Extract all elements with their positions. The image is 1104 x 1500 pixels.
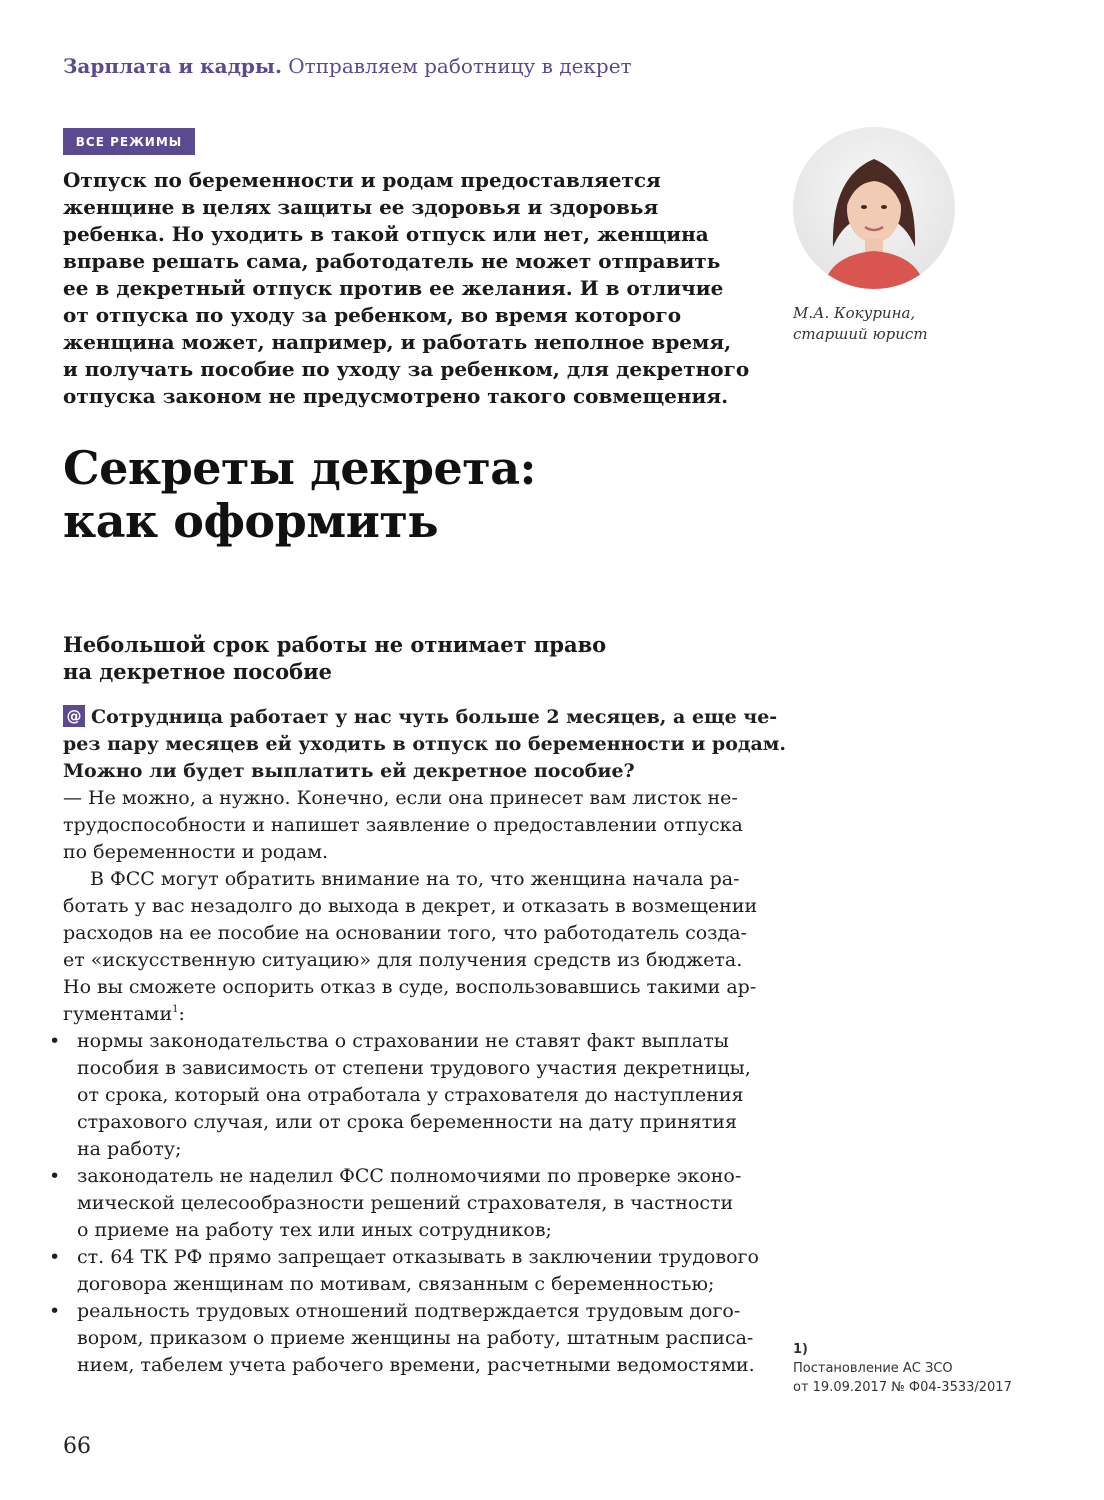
heading-line: на декретное пособие xyxy=(63,659,333,684)
footnote-number: 1) xyxy=(793,1342,808,1357)
lead-line: отпуска законом не предусмотрено такого совмещения. xyxy=(63,384,729,408)
lead-line: женщина может, например, и работать неполное время, xyxy=(63,330,732,354)
footnote-ref: 1 xyxy=(172,1004,179,1015)
lead-line: ребенка. Но уходить в такой отпуск или нет, женщина xyxy=(63,222,709,246)
bullet-icon: • xyxy=(49,1300,61,1322)
bullet-text: реальность трудовых отношений подтверждается трудовым дого- xyxy=(77,1300,741,1322)
question-line: Можно ли будет выплатить ей декретное пособие? xyxy=(63,760,635,782)
footnote-line xyxy=(793,1340,1012,1378)
regime-badge: ВСЕ РЕЖИМЫ xyxy=(63,128,195,155)
question-text: Сотрудница работает у нас чуть больше 2 месяцев, а еще че- xyxy=(91,706,778,728)
answer-line: — Не можно, а нужно. Конечно, если она принесет вам листок не- xyxy=(63,787,738,809)
section-heading xyxy=(63,631,606,685)
answer-line: по беременности и родам. xyxy=(63,841,329,863)
bullet-line: нием, табелем учета рабочего времени, расчетными ведомостями. xyxy=(77,1354,755,1376)
bullet-icon: • xyxy=(49,1165,61,1187)
question-line xyxy=(63,704,778,731)
paragraph-line: Но вы сможете оспорить отказ в суде, воспользовавшись такими ар- xyxy=(63,976,757,998)
footnote-line: от 19.09.2017 № Ф04-3533/2017 xyxy=(793,1380,1012,1395)
topic-name: Отправляем работницу в декрет xyxy=(288,54,632,78)
question-line: рез пару месяцев ей уходить в отпуск по беременности и родам. xyxy=(63,733,786,755)
lead-line: от отпуска по уходу за ребенком, во время которого xyxy=(63,303,682,327)
paragraph-line: ет «искусственную ситуацию» для получения средств из бюджета. xyxy=(63,949,743,971)
running-header xyxy=(63,54,632,78)
author-name: М.А. Кокурина, xyxy=(793,304,916,322)
lead-line: и получать пособие по уходу за ребенком, для декретного xyxy=(63,357,750,381)
answer-line: трудоспособности и напишет заявление о предоставлении отпуска xyxy=(63,814,743,836)
bullet-line: договора женщинам по мотивам, связанным с беременностью; xyxy=(77,1273,715,1295)
bullet-line: страхового случая, или от срока беременности на дату принятия xyxy=(77,1111,737,1133)
bullet-line: на работу; xyxy=(77,1138,182,1160)
footnote-text: Постановление АС ЗСО xyxy=(793,1361,953,1376)
bullet-item xyxy=(49,1028,743,1055)
paragraph-punct: : xyxy=(178,1003,185,1025)
bullet-line: мической целесообразности решений страхователя, в частности xyxy=(77,1192,734,1214)
bullet-icon: • xyxy=(49,1030,61,1052)
paragraph-line: ботать у вас незадолго до выхода в декрет, и отказать в возмещении xyxy=(63,895,758,917)
article-title xyxy=(63,442,536,548)
author-caption xyxy=(793,303,928,345)
author-photo xyxy=(793,127,955,289)
paragraph-text: гументами xyxy=(63,1003,173,1025)
lead-line: вправе решать сама, работодатель не может отправить xyxy=(63,249,721,273)
bullet-line: пособия в зависимость от степени трудового участия декретницы, xyxy=(77,1057,751,1079)
footnote xyxy=(793,1340,1012,1397)
email-icon: @ xyxy=(63,705,85,727)
bullet-line: вором, приказом о приеме женщины на работу, штатным расписа- xyxy=(77,1327,754,1349)
bullet-line: о приеме на работу тех или иных сотрудников; xyxy=(77,1219,552,1241)
lead-line: Отпуск по беременности и родам предоставляется xyxy=(63,168,661,192)
bullet-text: законодатель не наделил ФСС полномочиями по проверке эконо- xyxy=(77,1165,742,1187)
lead-line: женщине в целях защиты ее здоровья и здоровья xyxy=(63,195,659,219)
paragraph-line: расходов на ее пособие на основании того, что работодатель созда- xyxy=(63,922,747,944)
article-body xyxy=(49,704,786,1379)
lead-paragraph xyxy=(63,167,753,410)
bullet-text: ст. 64 ТК РФ прямо запрещает отказывать в заключении трудового xyxy=(77,1246,759,1268)
section-name: Зарплата и кадры. xyxy=(63,54,282,78)
bullet-text: нормы законодательства о страховании не ставят факт выплаты xyxy=(77,1030,729,1052)
bullet-icon: • xyxy=(49,1246,61,1268)
lead-line: ее в декретный отпуск против ее желания. И в отличие xyxy=(63,276,724,300)
title-line: Секреты декрета: xyxy=(63,441,537,495)
paragraph-line xyxy=(63,1001,743,1028)
paragraph-line: В ФСС могут обратить внимание на то, что женщина начала ра- xyxy=(90,868,740,890)
author-role: старший юрист xyxy=(793,325,928,343)
page-number: 66 xyxy=(63,1434,91,1459)
bullet-line: от срока, который она отработала у страхователя до наступления xyxy=(77,1084,744,1106)
bullet-item xyxy=(49,1163,743,1190)
title-line: как оформить xyxy=(63,494,439,548)
bullet-item xyxy=(49,1298,743,1325)
heading-line: Небольшой срок работы не отнимает право xyxy=(63,632,607,657)
bullet-item xyxy=(49,1244,759,1271)
